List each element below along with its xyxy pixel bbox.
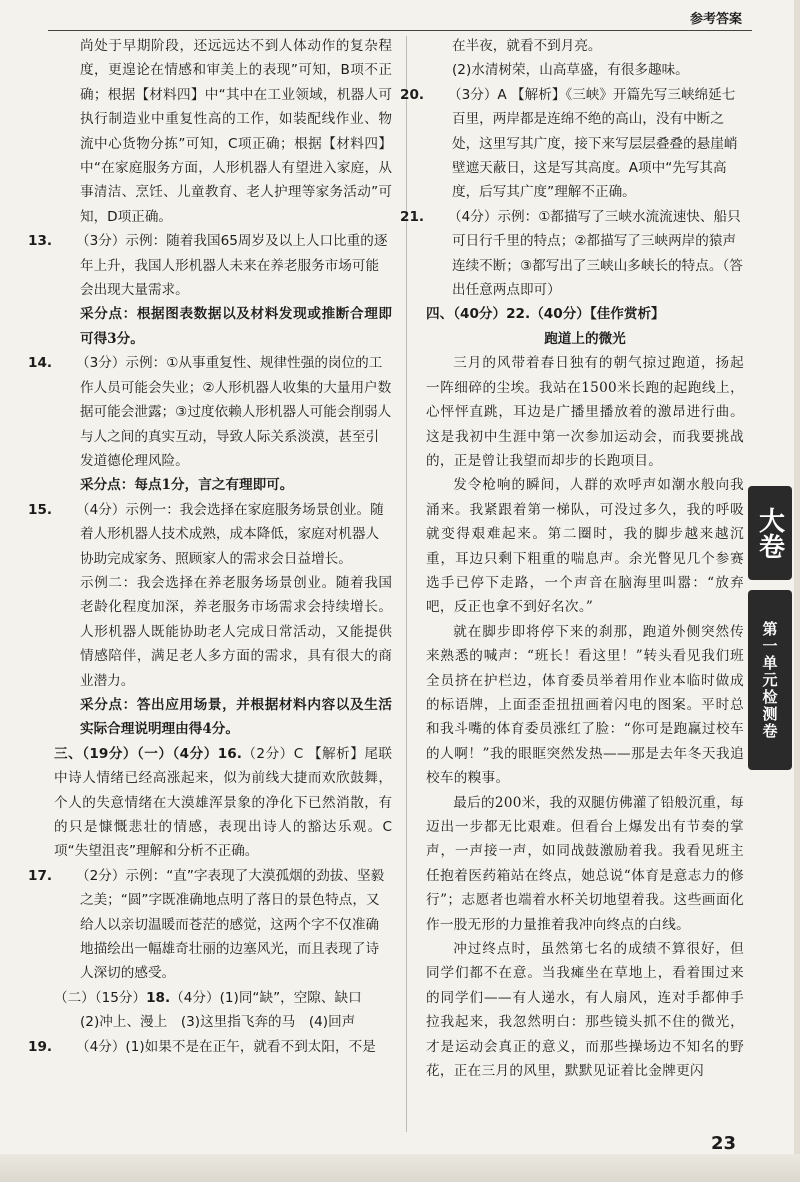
q12-continued: 尚处于早期阶段，还远远达不到人体动作的复杂程度，更遑论在情感和审美上的表现”可知，B项不正确；根据【材料四】中“其中在工业领域，机器人可执行制造业中重复性高的工作，如装配线作业、物流中心货物分拣”可知，C项正确；根据【材料四】中“在家庭服务方面，人形机器人有望进入家庭，从事清洁、烹饪、儿童教育、老人护理等家务活动”可知，D项正确。 <box>80 38 392 225</box>
essay-body <box>426 351 744 1083</box>
example-two: 示例二：我会选择在养老服务场景创业。随着我国老龄化程度加深，养老服务市场需求会持续增长。人形机器人既能协助老人完成日常活动，又能提供情感陪伴，满足老人多方面的需求，具有很大的商业潜力。 <box>80 574 392 689</box>
essay-paragraph: 最后的200米，我的双腿仿佛灌了铅般沉重，每迈出一步都无比艰难。但看台上爆发出有节奏的掌声，一声接一声，如同战鼓激励着我。我看见班主任抱着医药箱站在终点，她总说“体育是意志力的修行”；志愿者也端着水杯关切地望着我。这些画面化作一股无形的力量推着我冲向终点的白线。 <box>426 794 745 933</box>
volume-tab: 大卷 <box>748 486 792 580</box>
question-16 <box>54 742 392 864</box>
answer-text: （3分）示例：①从事重复性、规律性强的岗位的工作人员可能会失业；②人形机器人收集的大量用户数据可能会泄露；③过度依赖人形机器人可能会削弱人与人之间的真实互动，导致人际关系淡漠，甚至引发道德伦理风险。 <box>76 355 392 469</box>
question-20 <box>400 83 744 205</box>
header-divider <box>48 30 752 31</box>
essay-paragraph: 发令枪响的瞬间，人群的欢呼声如潮水般向我涌来。我紧跟着第一梯队，可没过多久，我的呼吸就变得艰难起来。第二圈时，我的脚步越来越沉重，耳边只剩下粗重的喘息声。余光瞥见几个参赛选手已停下走路，一个声音在脑海里叫嚣：“放弃吧，反正也拿不到好名次。” <box>426 477 744 616</box>
answer-text: （3分）示例：随着我国65周岁及以上人口比重的逐年上升，我国人形机器人未来在养老服务市场可能会出现大量需求。 <box>76 233 388 299</box>
section-heading: 三、（19分）（一）（4分） <box>54 745 218 762</box>
question-number: 15. <box>28 501 53 518</box>
question-number: 20. <box>400 86 425 103</box>
essay-paragraph: 三月的风带着春日独有的朝气掠过跑道，扬起一阵细碎的尘埃。我站在1500米长跑的起跑线上，心怦怦直跳，耳边是广播里播放着的激昂进行曲。这是我初中生涯中第一次参加运动会，而我要挑战的，正是曾让我望而却步的长跑项目。 <box>426 355 744 469</box>
question-19 <box>28 1035 392 1059</box>
q19-continued: 在半夜，就看不到月亮。 <box>452 38 602 54</box>
question-number: 22. <box>506 306 531 323</box>
answer-text: （2分）示例：“直”字表现了大漠孤烟的劲拔、坚毅之美；“圆”字既准确地点明了落日的景色特点，又给人以亲切温暖而苍茫的感觉，这两个字不仅准确地描绘出一幅雄奇壮丽的边塞风光，而且表现了诗人深切的感受。 <box>76 867 385 982</box>
question-15 <box>28 498 392 571</box>
answer-text: （4分）(1)同“缺”，空隙、缺口 <box>170 989 362 1006</box>
page-bottom-shadow <box>0 1154 800 1182</box>
answer-text: （4分）(1)如果不是在正午，就看不到太阳，不是 <box>76 1038 376 1055</box>
left-column <box>28 34 392 1059</box>
essay-title: 跑道上的微光 <box>544 330 626 347</box>
question-number: 17. <box>28 867 53 884</box>
question-number: 13. <box>28 233 53 250</box>
answer-text: （4分）示例：①都描写了三峡水流流速快、船只可日行千里的特点；②都描写了三峡两岸的猿声连续不断；③都写出了三峡山多峡长的特点。（答出任意两点即可） <box>448 208 743 299</box>
section-heading: 四、（40分） <box>426 306 507 323</box>
essay-paragraph: 冲过终点时，虽然第七名的成绩不算很好，但同学们都不在意。当我瘫坐在草地上，看着围过来的同学们——有人递水，有人扇风，连对手都伸手拉我起来，我忽然明白：那些镜头抓不住的微光，才是运动会真正的意义，而那些操场边不知名的野花，正在三月的风里，默默见证着比金牌更闪 <box>426 941 744 1080</box>
essay-paragraph: 就在脚步即将停下来的刹那，跑道外侧突然传来熟悉的喊声：“班长！看这里！”转头看见我们班全员挤在护栏边，体育委员举着用作业本临时做成的标语牌，上面歪歪扭扭画着闪电的图案。平时总和我斗嘴的体育委员涨红了脸：“你可是跑赢过校车的人啊！”我的眼眶突然发热——那是去年冬天我追校车的糗事。 <box>426 623 744 787</box>
page-number: 23 <box>710 1133 736 1154</box>
page-header-title: 参考答案 <box>689 12 742 27</box>
question-number: 16. <box>217 745 242 762</box>
question-13 <box>28 229 392 302</box>
question-number: 19. <box>28 1038 53 1055</box>
q19-part2: (2)水清树荣，山高草盛，有很多趣味。 <box>452 62 689 79</box>
question-22 <box>426 302 744 326</box>
question-number: 21. <box>400 208 425 225</box>
grading-note: 采分点：每点1分，言之有理即可。 <box>80 477 294 494</box>
right-column <box>400 34 745 1083</box>
answer-text: （2分）C 【解析】尾联中诗人情绪已经高涨起来，似为前线大捷而欢欣鼓舞，个人的失意情绪在大漠雄浑景象的净化下已然消散，有的只是慷慨悲壮的情感，表现出诗人的豁达乐观。C项“失望沮丧”理解和分析不正确。 <box>54 745 392 860</box>
answer-text: （4分）示例一：我会选择在家庭服务场景创业。随着人形机器人技术成熟，成本降低，家庭对机器人协助完成家务、照顾家人的需求会日益增长。 <box>76 501 384 567</box>
question-21 <box>400 205 744 303</box>
question-17 <box>28 864 392 986</box>
answer-text: （3分）A 【解析】《三峡》开篇先写三峡绵延七百里，两岸都是连绵不绝的高山，没有中断之处，这里写其广度，接下来写层层叠叠的悬崖峭壁遮天蔽日，这是写其高度。A项中“先写其高度，后写其广度”理解不正确。 <box>448 86 738 201</box>
answer-text-line2: (2)冲上、漫上 (3)这里指飞奔的马 (4)回声 <box>80 1014 356 1031</box>
column-divider <box>406 36 407 1132</box>
question-number: 14. <box>28 355 53 372</box>
section-heading: （二）（15分） <box>54 989 147 1006</box>
page-edge-shadow <box>794 0 800 1182</box>
question-number: 18. <box>146 989 171 1006</box>
question-14 <box>28 351 392 473</box>
answer-text: （40分）【佳作赏析】 <box>530 306 665 323</box>
grading-note: 采分点：答出应用场景，并根据材料内容以及生活实际合理说明理由得4分。 <box>80 696 392 738</box>
question-18 <box>54 986 392 1010</box>
unit-tab: 第一单元检测卷 <box>748 590 792 770</box>
grading-note: 采分点：根据图表数据以及材料发现或推断合理即可得3分。 <box>80 306 392 347</box>
